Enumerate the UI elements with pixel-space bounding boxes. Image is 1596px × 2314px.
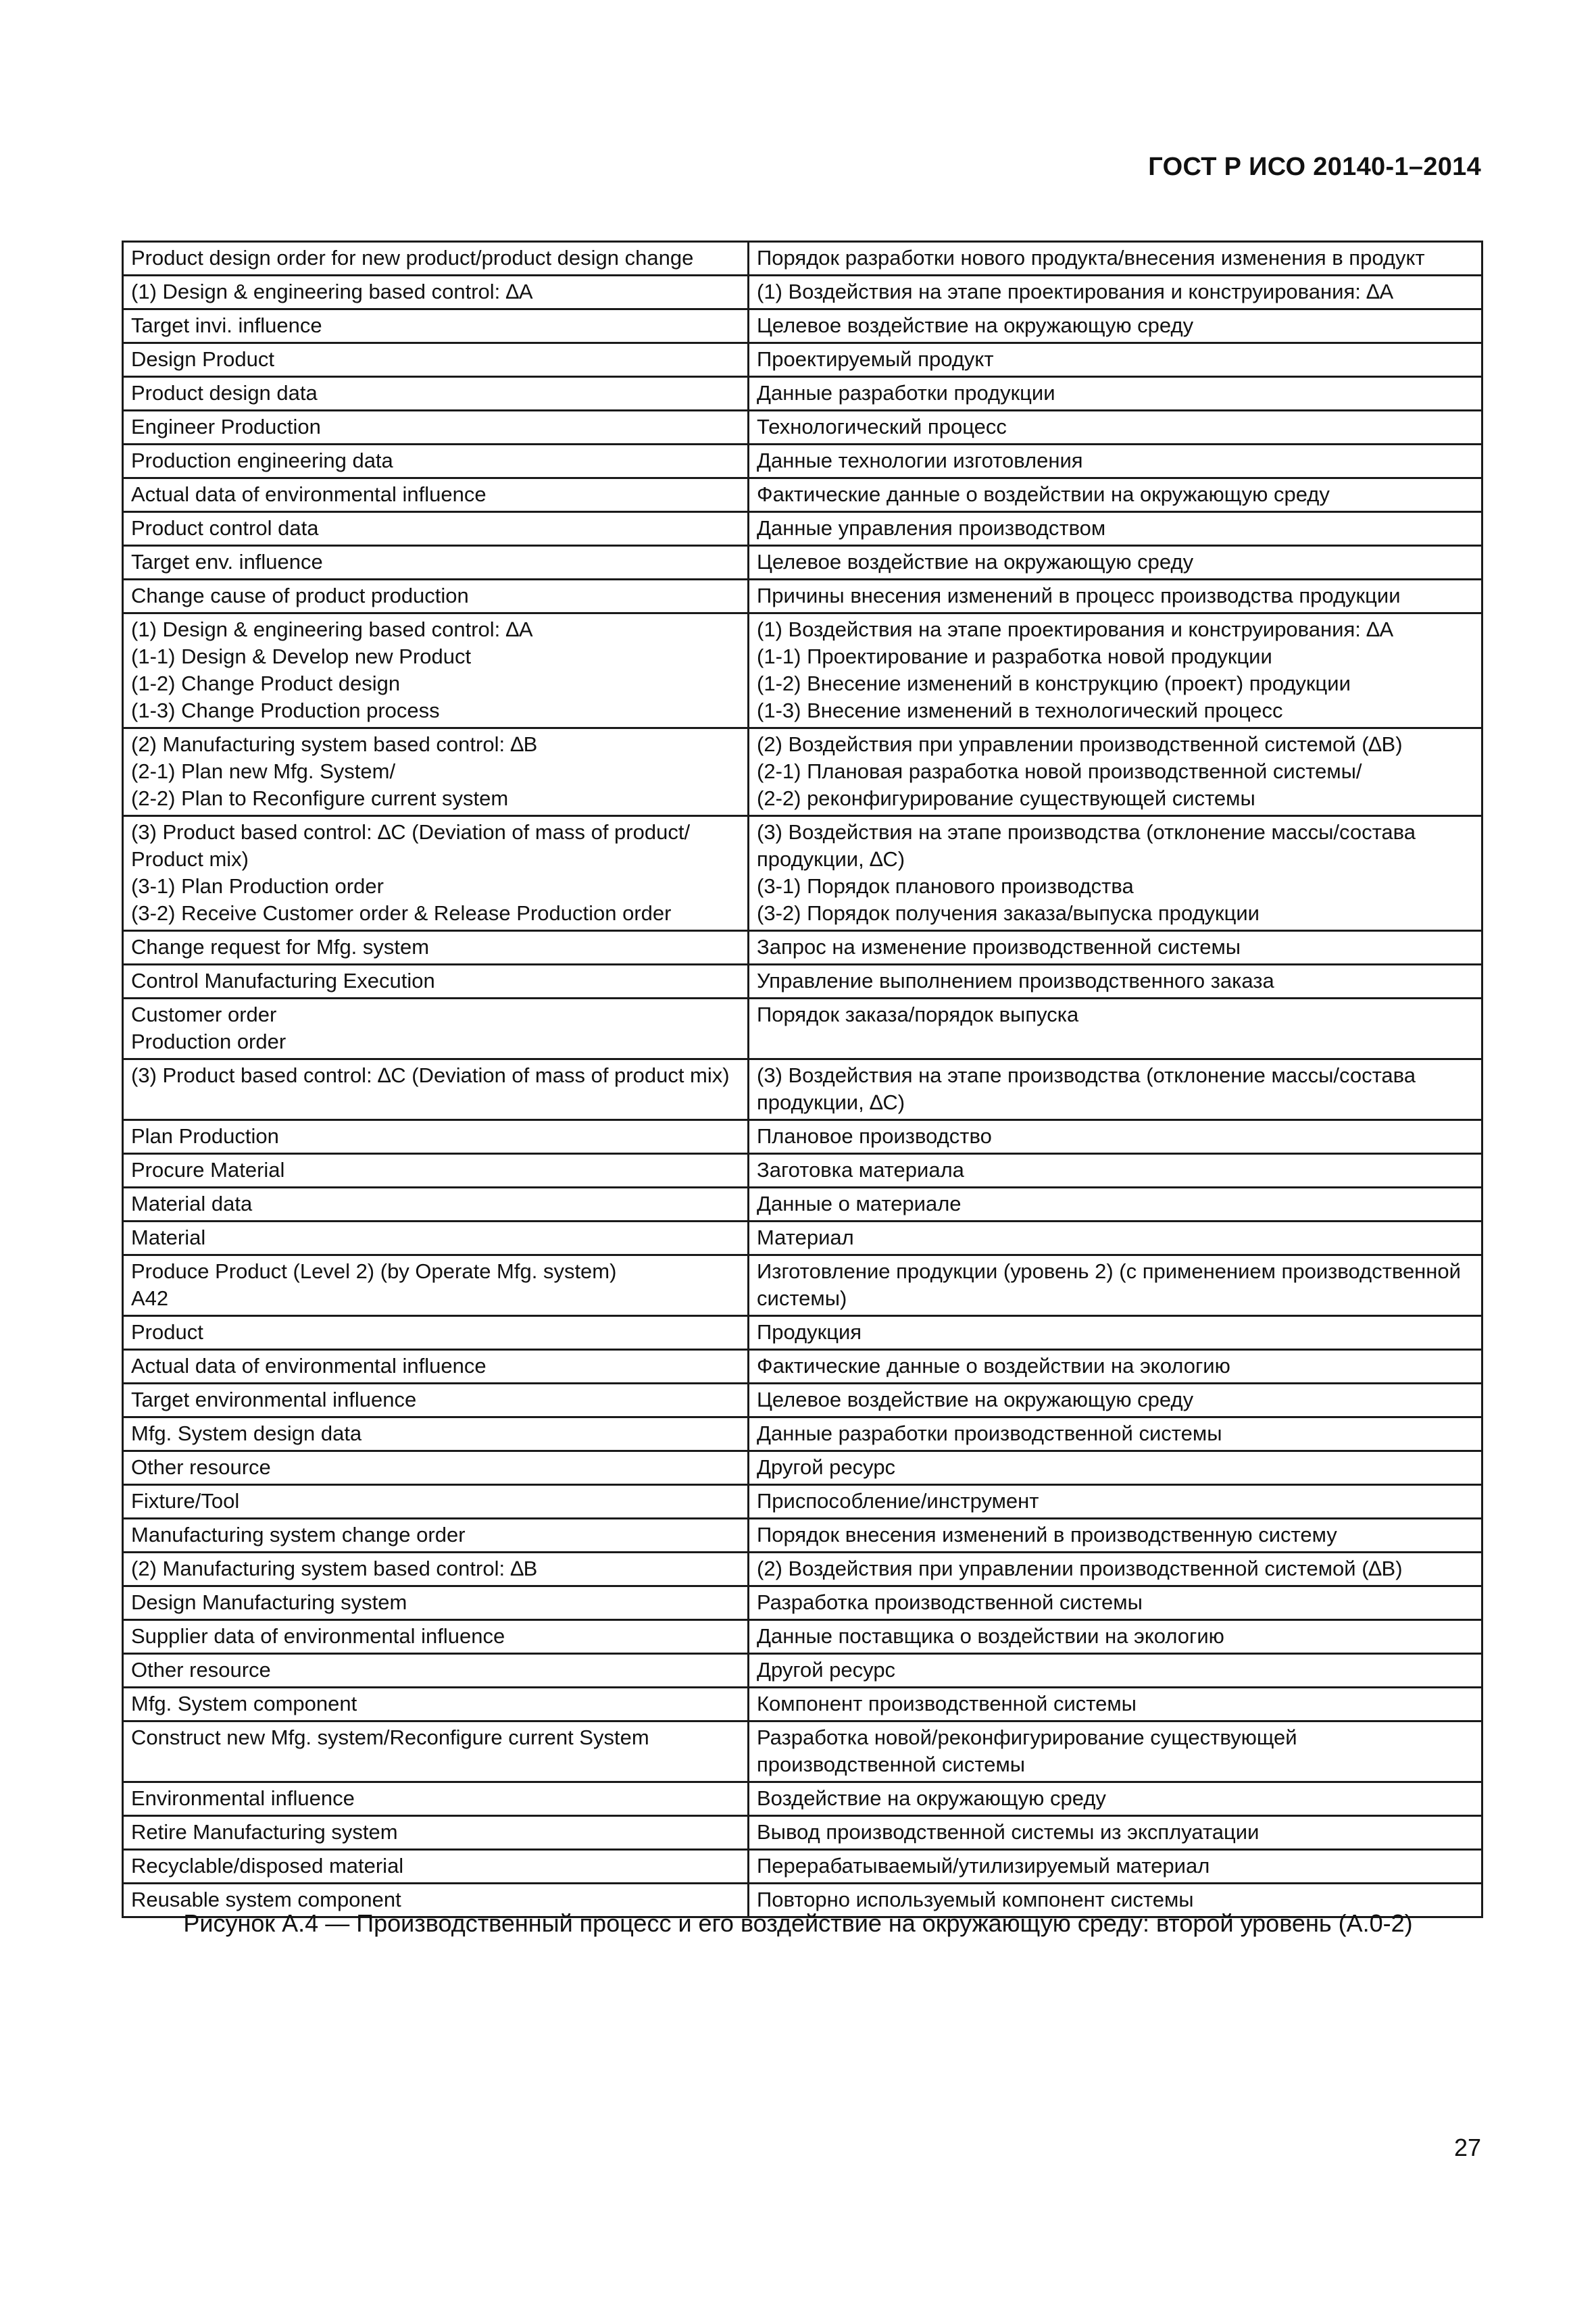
term-russian: Заготовка материала bbox=[749, 1154, 1482, 1188]
table-row bbox=[123, 1316, 1482, 1350]
table-row bbox=[123, 1620, 1482, 1654]
table-row bbox=[123, 1222, 1482, 1255]
term-english: Produce Product (Level 2) (by Operate Mfg. system) A42 bbox=[123, 1255, 749, 1316]
table-row bbox=[123, 1120, 1482, 1154]
term-russian: Целевое воздействие на окружающую среду bbox=[749, 546, 1482, 580]
table-row bbox=[123, 1417, 1482, 1451]
term-russian: Другой ресурс bbox=[749, 1451, 1482, 1485]
table-row bbox=[123, 613, 1482, 728]
term-english: Reusable system component bbox=[123, 1884, 749, 1917]
page-number: 27 bbox=[1453, 2134, 1481, 2161]
term-english: Other resource bbox=[123, 1451, 749, 1485]
table-row bbox=[123, 1485, 1482, 1519]
table-row bbox=[123, 242, 1482, 276]
term-russian: (1) Воздействия на этапе проектирования и конструирования: ∆A (1-1) Проектирование и разработка новой продукции (1-2) Внесение изменений в конструкцию (проект) продукции (1-3) Внесение изменений в технологический процесс bbox=[749, 613, 1482, 728]
term-english: Retire Manufacturing system bbox=[123, 1816, 749, 1850]
term-english: Actual data of environmental influence bbox=[123, 478, 749, 512]
term-english: Recyclable/disposed material bbox=[123, 1850, 749, 1884]
term-english: (2) Manufacturing system based control: ∆B (2-1) Plan new Mfg. System/ (2-2) Plan to Reconfigure current system bbox=[123, 728, 749, 816]
term-english: Design Manufacturing system bbox=[123, 1586, 749, 1620]
term-english: Mfg. System component bbox=[123, 1688, 749, 1721]
term-russian: Фактические данные о воздействии на окружающую среду bbox=[749, 478, 1482, 512]
term-russian: Приспособление/инструмент bbox=[749, 1485, 1482, 1519]
term-russian: Порядок внесения изменений в производственную систему bbox=[749, 1519, 1482, 1553]
table-row bbox=[123, 445, 1482, 478]
table-row bbox=[123, 1188, 1482, 1222]
term-russian: Другой ресурс bbox=[749, 1654, 1482, 1688]
term-english: (1) Design & engineering based control: ∆A bbox=[123, 276, 749, 309]
table-row bbox=[123, 931, 1482, 965]
term-english: Other resource bbox=[123, 1654, 749, 1688]
term-russian: Данные технологии изготовления bbox=[749, 445, 1482, 478]
term-russian: Изготовление продукции (уровень 2) (с применением производственной системы) bbox=[749, 1255, 1482, 1316]
term-english: Environmental influence bbox=[123, 1782, 749, 1816]
table-row bbox=[123, 377, 1482, 411]
term-russian: Целевое воздействие на окружающую среду bbox=[749, 309, 1482, 343]
term-russian: Данные разработки производственной системы bbox=[749, 1417, 1482, 1451]
term-english: Control Manufacturing Execution bbox=[123, 965, 749, 999]
term-english: Change cause of product production bbox=[123, 580, 749, 613]
table-row bbox=[123, 728, 1482, 816]
term-russian: Вывод производственной системы из эксплуатации bbox=[749, 1816, 1482, 1850]
term-english: Target env. influence bbox=[123, 546, 749, 580]
table-row bbox=[123, 1519, 1482, 1553]
table-row bbox=[123, 1553, 1482, 1586]
table-row bbox=[123, 1688, 1482, 1721]
table-row bbox=[123, 343, 1482, 377]
table-row bbox=[123, 411, 1482, 445]
term-english: Mfg. System design data bbox=[123, 1417, 749, 1451]
glossary-table-body bbox=[123, 242, 1482, 1917]
term-russian: Управление выполнением производственного заказа bbox=[749, 965, 1482, 999]
table-row bbox=[123, 276, 1482, 309]
term-english: Product control data bbox=[123, 512, 749, 546]
term-english: Product design data bbox=[123, 377, 749, 411]
table-row bbox=[123, 1816, 1482, 1850]
table-row bbox=[123, 1850, 1482, 1884]
table-row bbox=[123, 580, 1482, 613]
term-russian: Повторно используемый компонент системы bbox=[749, 1884, 1482, 1917]
term-russian: Данные поставщика о воздействии на экологию bbox=[749, 1620, 1482, 1654]
table-row bbox=[123, 965, 1482, 999]
term-russian: (3) Воздействия на этапе производства (отклонение массы/состава продукции, ∆C) (3-1) Порядок планового производства (3-2) Порядок получения заказа/выпуска продукции bbox=[749, 816, 1482, 931]
term-english: Procure Material bbox=[123, 1154, 749, 1188]
term-english: Target environmental influence bbox=[123, 1384, 749, 1417]
term-english: Manufacturing system change order bbox=[123, 1519, 749, 1553]
term-english: Fixture/Tool bbox=[123, 1485, 749, 1519]
term-russian: Воздействие на окружающую среду bbox=[749, 1782, 1482, 1816]
term-russian: Плановое производство bbox=[749, 1120, 1482, 1154]
term-english: Material bbox=[123, 1222, 749, 1255]
term-english: Actual data of environmental influence bbox=[123, 1350, 749, 1384]
term-russian: Компонент производственной системы bbox=[749, 1688, 1482, 1721]
term-english: (3) Product based control: ∆C (Deviation of mass of product mix) bbox=[123, 1059, 749, 1120]
term-english: (2) Manufacturing system based control: ∆B bbox=[123, 1553, 749, 1586]
term-english: Construct new Mfg. system/Reconfigure current System bbox=[123, 1721, 749, 1782]
term-russian: Целевое воздействие на окружающую среду bbox=[749, 1384, 1482, 1417]
table-row bbox=[123, 1154, 1482, 1188]
table-row bbox=[123, 1059, 1482, 1120]
table-row bbox=[123, 1451, 1482, 1485]
term-russian: Порядок разработки нового продукта/внесения изменения в продукт bbox=[749, 242, 1482, 276]
term-russian: (3) Воздействия на этапе производства (отклонение массы/состава продукции, ∆C) bbox=[749, 1059, 1482, 1120]
term-english: Material data bbox=[123, 1188, 749, 1222]
term-russian: Порядок заказа/порядок выпуска bbox=[749, 999, 1482, 1059]
table-row bbox=[123, 309, 1482, 343]
table-row bbox=[123, 1350, 1482, 1384]
term-russian: (2) Воздействия при управлении производственной системой (∆B) (2-1) Плановая разработка новой производственной системы/ (2-2) реконфигурирование существующей системы bbox=[749, 728, 1482, 816]
table-row bbox=[123, 1782, 1482, 1816]
table-row bbox=[123, 999, 1482, 1059]
glossary-table bbox=[122, 241, 1483, 1918]
table-row bbox=[123, 1384, 1482, 1417]
figure-caption: Рисунок А.4 — Производственный процесс и его воздействие на окружающую среду: второй уровень (А.0-2) bbox=[183, 1909, 1413, 1937]
table-row bbox=[123, 512, 1482, 546]
table-row bbox=[123, 816, 1482, 931]
term-russian: Проектируемый продукт bbox=[749, 343, 1482, 377]
term-russian: Причины внесения изменений в процесс производства продукции bbox=[749, 580, 1482, 613]
term-russian: Данные о материале bbox=[749, 1188, 1482, 1222]
table-row bbox=[123, 478, 1482, 512]
term-russian: Продукция bbox=[749, 1316, 1482, 1350]
term-english: Supplier data of environmental influence bbox=[123, 1620, 749, 1654]
table-row bbox=[123, 1586, 1482, 1620]
term-russian: Данные разработки продукции bbox=[749, 377, 1482, 411]
term-russian: Перерабатываемый/утилизируемый материал bbox=[749, 1850, 1482, 1884]
term-english: Target invi. influence bbox=[123, 309, 749, 343]
term-english: Plan Production bbox=[123, 1120, 749, 1154]
term-russian: (1) Воздействия на этапе проектирования и конструирования: ∆A bbox=[749, 276, 1482, 309]
term-english: (3) Product based control: ∆C (Deviation of mass of product/ Product mix) (3-1) Plan Production order (3-2) Receive Customer order & Release Production order bbox=[123, 816, 749, 931]
term-russian: Фактические данные о воздействии на экологию bbox=[749, 1350, 1482, 1384]
term-english: Production engineering data bbox=[123, 445, 749, 478]
table-row bbox=[123, 546, 1482, 580]
document-code: ГОСТ Р ИСО 20140-1–2014 bbox=[1148, 153, 1481, 181]
term-english: Design Product bbox=[123, 343, 749, 377]
term-russian: Разработка новой/реконфигурирование существующей производственной системы bbox=[749, 1721, 1482, 1782]
term-english: (1) Design & engineering based control: ∆A (1-1) Design & Develop new Product (1-2) Change Product design (1-3) Change Production process bbox=[123, 613, 749, 728]
term-russian: Материал bbox=[749, 1222, 1482, 1255]
term-russian: Данные управления производством bbox=[749, 512, 1482, 546]
term-russian: Технологический процесс bbox=[749, 411, 1482, 445]
table-row bbox=[123, 1721, 1482, 1782]
term-russian: Разработка производственной системы bbox=[749, 1586, 1482, 1620]
term-russian: Запрос на изменение производственной системы bbox=[749, 931, 1482, 965]
term-english: Product bbox=[123, 1316, 749, 1350]
table-row bbox=[123, 1654, 1482, 1688]
term-english: Customer order Production order bbox=[123, 999, 749, 1059]
term-english: Change request for Mfg. system bbox=[123, 931, 749, 965]
term-english: Product design order for new product/product design change bbox=[123, 242, 749, 276]
term-english: Engineer Production bbox=[123, 411, 749, 445]
table-row bbox=[123, 1255, 1482, 1316]
term-russian: (2) Воздействия при управлении производственной системой (∆B) bbox=[749, 1553, 1482, 1586]
